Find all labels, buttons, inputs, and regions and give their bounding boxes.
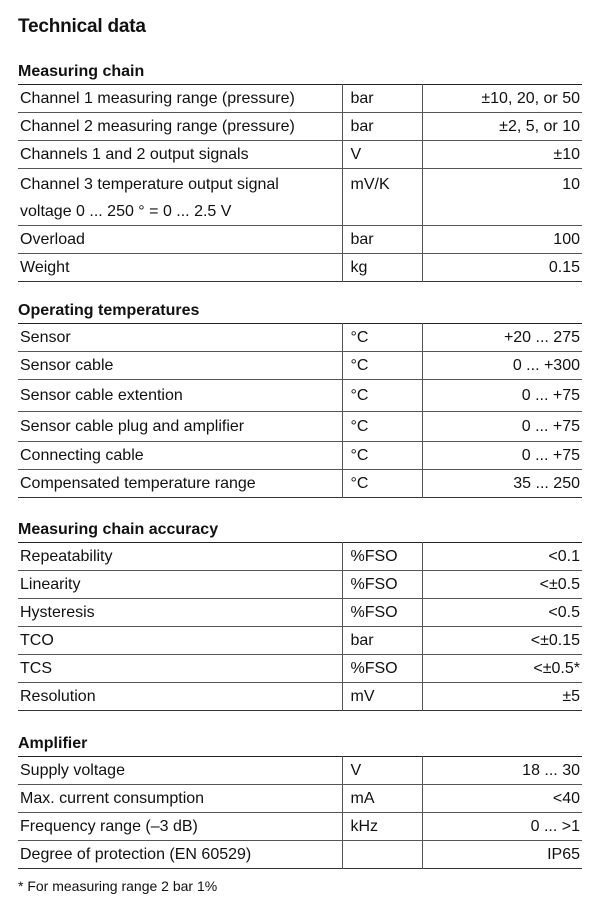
row-label: TCS [20, 659, 52, 677]
row-value: IP65 [547, 845, 580, 863]
row-unit: mV/K [342, 169, 422, 226]
row-unit: °C [342, 442, 422, 470]
row-unit: bar [342, 113, 422, 141]
table-row [18, 627, 582, 655]
table-row [18, 470, 582, 498]
table-row [18, 543, 582, 571]
row-unit: %FSO [342, 571, 422, 599]
row-value: <40 [552, 789, 580, 807]
section-operating-temperatures [18, 298, 582, 498]
row-unit: °C [342, 380, 422, 412]
row-label-line-1: Channel 3 temperature output signal [20, 176, 279, 193]
row-unit: V [342, 757, 422, 785]
section-title: Operating temperatures [18, 302, 200, 319]
row-unit: bar [342, 226, 422, 254]
table-row [18, 324, 582, 352]
row-value: 18 ... 30 [522, 761, 580, 779]
row-label: Frequency range (–3 dB) [20, 817, 198, 835]
row-label: Linearity [20, 575, 81, 593]
table-row [18, 442, 582, 470]
footnote: * For measuring range 2 bar 1% [18, 878, 218, 894]
row-value: 0 ... >1 [530, 817, 580, 835]
row-label: Overload [20, 230, 85, 248]
section-amplifier [18, 731, 582, 869]
row-value: <0.1 [548, 547, 580, 565]
section-measuring-chain-accuracy [18, 517, 582, 711]
row-unit: %FSO [342, 543, 422, 571]
row-value: 100 [553, 230, 580, 248]
row-label: Connecting cable [20, 446, 144, 464]
row-label: Channel 2 measuring range (pressure) [20, 117, 295, 135]
row-label: Degree of protection (EN 60529) [20, 845, 252, 863]
row-value: ±5 [562, 687, 580, 705]
page-title: Technical data [18, 16, 146, 37]
row-unit: °C [342, 412, 422, 442]
row-label: Sensor cable plug and amplifier [20, 417, 245, 435]
row-label: Max. current consumption [20, 789, 205, 807]
table-row [18, 141, 582, 169]
row-unit: °C [342, 470, 422, 498]
table-row [18, 655, 582, 683]
row-value: <±0.5 [539, 575, 580, 593]
table-row [18, 254, 582, 282]
accuracy-table [18, 542, 582, 711]
row-label: Sensor cable [20, 356, 114, 374]
row-unit [342, 841, 422, 869]
row-value: <0.5 [548, 603, 580, 621]
row-unit: kHz [342, 813, 422, 841]
row-label: Weight [20, 258, 70, 276]
table-row [18, 226, 582, 254]
row-label: Sensor [20, 328, 71, 346]
row-label: Resolution [20, 687, 96, 705]
table-row [18, 757, 582, 785]
row-label: TCO [20, 631, 54, 649]
row-unit: bar [342, 627, 422, 655]
row-value: <±0.5* [533, 659, 580, 677]
measuring-chain-table [18, 84, 582, 282]
row-unit: mA [342, 785, 422, 813]
table-row [18, 352, 582, 380]
row-value: 0.15 [548, 258, 580, 276]
row-value: 0 ... +75 [521, 386, 580, 404]
row-unit: %FSO [342, 599, 422, 627]
table-row [18, 169, 582, 226]
table-row [18, 813, 582, 841]
row-label: Hysteresis [20, 603, 95, 621]
row-unit: %FSO [342, 655, 422, 683]
section-title: Measuring chain accuracy [18, 521, 219, 538]
row-label: Repeatability [20, 547, 113, 565]
section-title: Measuring chain [18, 63, 145, 80]
table-row [18, 599, 582, 627]
row-value: 10 [562, 176, 580, 193]
section-title: Amplifier [18, 735, 88, 752]
row-value: <±0.15 [530, 631, 580, 649]
row-value: ±10, 20, or 50 [481, 89, 580, 107]
row-unit: V [342, 141, 422, 169]
row-value: ±2, 5, or 10 [499, 117, 580, 135]
row-value: 0 ... +75 [521, 417, 580, 435]
row-label: Sensor cable extention [20, 386, 183, 404]
row-label: Channel 1 measuring range (pressure) [20, 89, 295, 107]
row-label-line-2: voltage 0 ... 250 ° = 0 ... 2.5 V [20, 203, 232, 220]
table-row [18, 113, 582, 141]
row-unit: °C [342, 352, 422, 380]
section-measuring-chain [18, 59, 582, 282]
row-unit: °C [342, 324, 422, 352]
table-row [18, 785, 582, 813]
table-row [18, 412, 582, 442]
table-row [18, 380, 582, 412]
row-unit: kg [342, 254, 422, 282]
table-row [18, 683, 582, 711]
row-label: Supply voltage [20, 761, 125, 779]
row-value: 0 ... +300 [512, 356, 580, 374]
row-unit: bar [342, 85, 422, 113]
table-row [18, 85, 582, 113]
amplifier-table [18, 756, 582, 869]
row-label: Channels 1 and 2 output signals [20, 145, 249, 163]
row-value: +20 ... 275 [503, 328, 580, 346]
row-label [18, 169, 342, 226]
row-value: ±10 [553, 145, 580, 163]
row-value: 0 ... +75 [521, 446, 580, 464]
operating-temperatures-table [18, 323, 582, 498]
table-row [18, 571, 582, 599]
row-unit: mV [342, 683, 422, 711]
row-label: Compensated temperature range [20, 474, 256, 492]
table-row [18, 841, 582, 869]
row-value: 35 ... 250 [513, 474, 580, 492]
